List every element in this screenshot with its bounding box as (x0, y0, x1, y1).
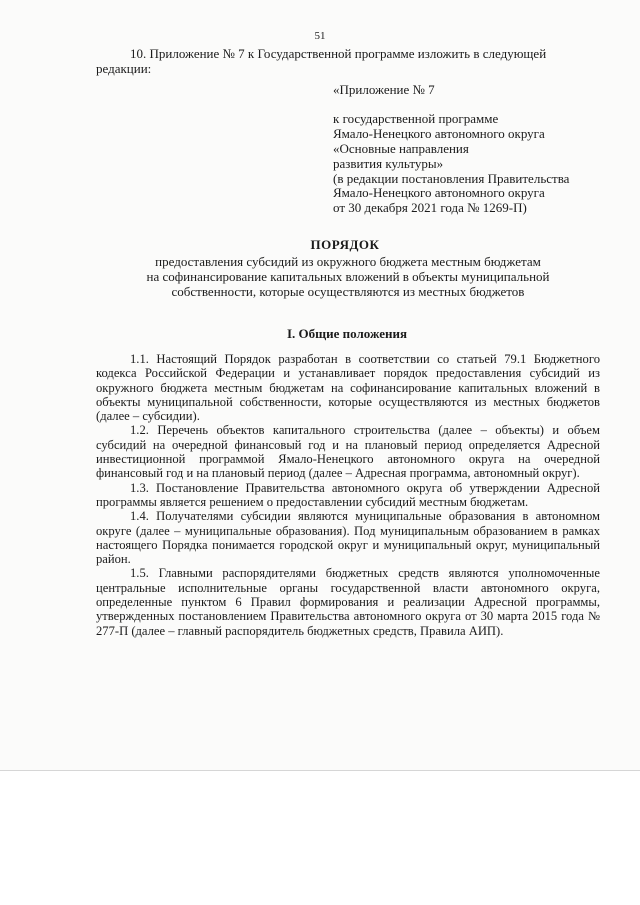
subtitle-line: собственности, которые осуществляются из местных бюджетов (171, 284, 525, 299)
section-body (96, 352, 600, 638)
appendix-line: от 30 декабря 2021 года № 1269-П) (333, 200, 527, 216)
appendix-line: к государственной программе (333, 110, 499, 126)
appendix-line: (в редакции постановления Правительства (333, 170, 570, 186)
paragraph-1-4: 1.4. Получателями субсидии являются муниципальные образования в автономном округе (далее – муниципальные образования). Под муниципальным образованием в рамках настоящего Порядка понимается городской округ и муниципальный округ, муниципальный район. (96, 509, 600, 567)
intro-text: 10. Приложение № 7 к Государственной программе изложить в следующей редакции: (96, 46, 547, 76)
subtitle-line: предоставления субсидий из окружного бюджета местным бюджетам (155, 254, 541, 269)
section-heading: I. Общие положения (287, 326, 407, 341)
paragraph-1-5: 1.5. Главными распорядителями бюджетных средств являются уполномоченные центральные исполнительные органы государственной власти автономного округа, определенные пунктом 6 Правил формирования и реализации Адресной программы, утвержденных постановлением Правительства автономного округа от 30 марта 2015 года № 277-П (далее – главный распорядитель бюджетных средств, Правила АИП). (96, 566, 600, 638)
page-number: 51 (314, 30, 326, 42)
subtitle-line: на софинансирование капитальных вложений в объекты муниципальной (146, 269, 550, 284)
appendix-line: «Основные направления (333, 140, 469, 156)
intro-paragraph (96, 46, 600, 76)
appendix-header (333, 83, 613, 216)
paragraph-1-1: 1.1. Настоящий Порядок разработан в соответствии со статьей 79.1 Бюджетного кодекса Российской Федерации и устанавливает порядок предоставления субсидий из окружного бюджета местным бюджетам на софинансирование капитальных вложений в объекты муниципальной собственности, которые осуществляются из местных бюджетов (далее – субсидии). (96, 352, 600, 424)
appendix-title: «Приложение № 7 (333, 82, 435, 97)
document-title: ПОРЯДОК (310, 237, 380, 252)
blank-background (0, 771, 640, 905)
document-subtitle (96, 254, 600, 299)
appendix-line: Ямало-Ненецкого автономного округа (333, 125, 545, 141)
paragraph-1-2: 1.2. Перечень объектов капитального строительства (далее – объекты) и объем субсидий на очередной финансовый год и на плановый период определяется Адресной инвестиционной программой Ямало-Ненецкого автономного округа на очередной финансовый год и на плановый период (далее – Адресная программа, автономный округ). (96, 423, 600, 481)
appendix-line: Ямало-Ненецкого автономного округа (333, 185, 545, 201)
appendix-line: развития культуры» (333, 155, 444, 171)
paragraph-1-3: 1.3. Постановление Правительства автономного округа об утверждении Адресной программы является решением о предоставлении субсидий местным бюджетам. (96, 480, 600, 509)
